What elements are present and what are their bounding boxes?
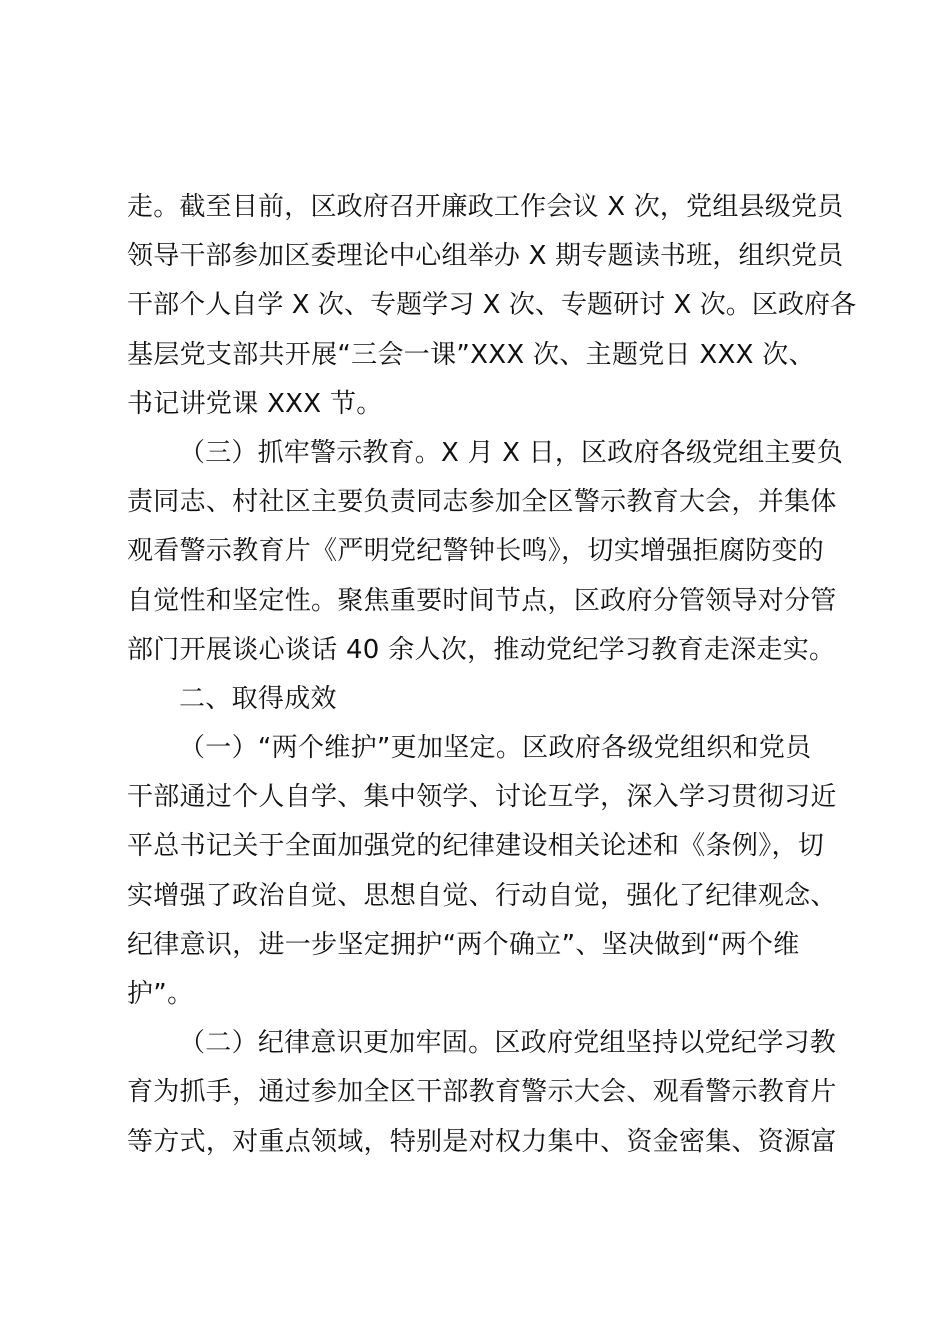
text-line: 书记讲党课 XXX 节。 <box>127 388 383 419</box>
text-line: 平总书记关于全面加强党的纪律建设相关论述和《条例》，切 <box>127 831 825 862</box>
text-line: 二、取得成效 <box>179 683 337 714</box>
text-line: （二）纪律意识更加牢固。区政府党组坚持以党纪学习教 <box>179 1028 837 1059</box>
text-line: 实增强了政治自觉、思想自觉、行动自觉，强化了纪律观念、 <box>127 880 837 911</box>
text-line: 干部个人自学 X 次、专题学习 X 次、专题研讨 X 次。区政府各 <box>127 290 857 321</box>
text-line: 走。截至目前，区政府召开廉政工作会议 X 次，党组县级党员 <box>127 192 844 222</box>
text-line: （一）“两个维护”更加坚定。区政府各级党组织和党员 <box>179 733 812 764</box>
text-line: （三）抓牢警示教育。X 月 X 日，区政府各级党组主要负 <box>179 437 844 468</box>
text-line: 干部通过个人自学、集中领学、讨论互学，深入学习贯彻习近 <box>127 782 837 813</box>
text-line: 护”。 <box>127 979 194 1009</box>
body-text <box>127 183 857 1167</box>
text-line: 观看警示教育片《严明党纪警钟长鸣》，切实增强拒腐防变的 <box>127 536 825 567</box>
text-line: 等方式，对重点领域，特别是对权力集中、资金密集、资源富 <box>127 1126 837 1157</box>
text-line: 纪律意识，进一步坚定拥护“两个确立”、坚决做到“两个维 <box>127 929 800 960</box>
text-line: 育为抓手，通过参加全区干部教育警示大会、观看警示教育片 <box>127 1077 837 1108</box>
text-line: 部门开展谈心谈话 40 余人次，推动党纪学习教育走深走实。 <box>127 634 836 665</box>
text-line: 领导干部参加区委理论中心组举办 X 期专题读书班，组织党员 <box>127 241 844 272</box>
text-line: 自觉性和坚定性。聚焦重要时间节点，区政府分管领导对分管 <box>127 585 837 616</box>
text-line: 基层党支部共开展“三会一课”XXX 次、主题党日 XXX 次、 <box>127 339 815 370</box>
text-line: 责同志、村社区主要负责同志参加全区警示教育大会，并集体 <box>127 487 837 518</box>
